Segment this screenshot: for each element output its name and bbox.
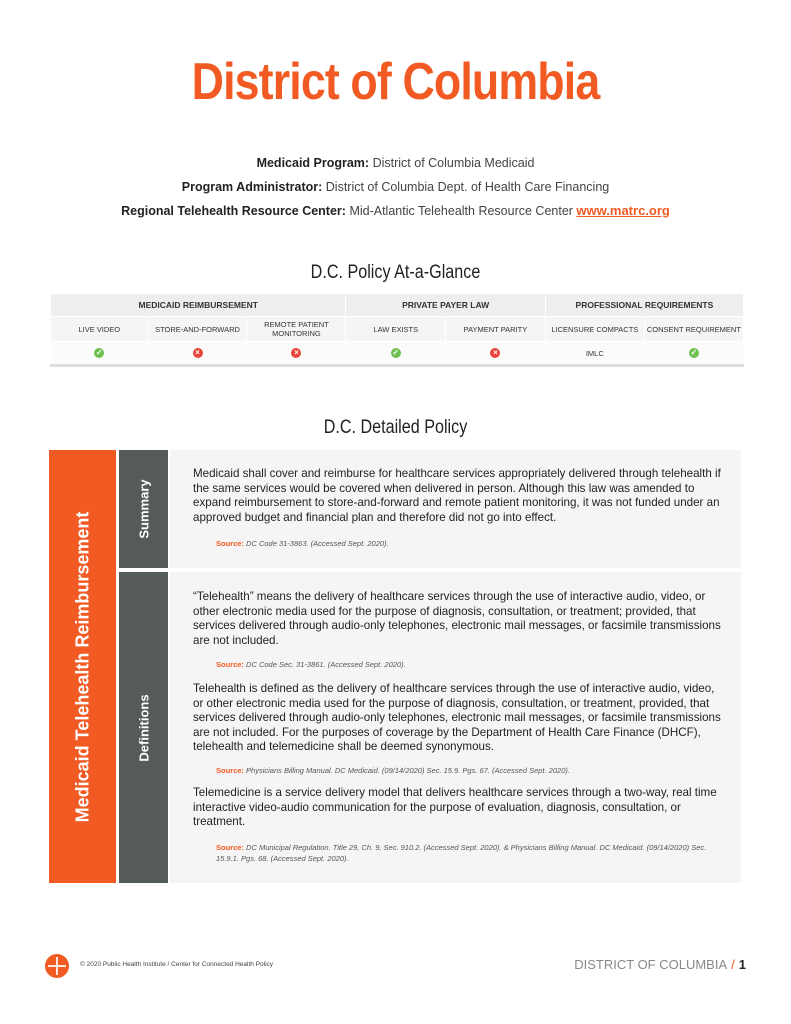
x-icon: ×: [291, 348, 301, 358]
side-tab-label: Medicaid Telehealth Reimbursement: [72, 511, 92, 822]
policy-glance-table: [50, 293, 744, 367]
definition-2-source-text: Physicians Billing Manual. DC Medicaid. (09/14/2020) Sec. 15.9. Pgs. 67. (Accessed Sept. 2020).: [246, 766, 570, 775]
trc-link[interactable]: www.matrc.org: [576, 203, 670, 218]
definition-2-text: Telehealth is defined as the delivery of healthcare services through the use of interactive audio, video, or other electronic media used for the purpose of diagnosis, consultation, or treatment, provided, that services delivered through audio-only telephones, electronic mail messages, or facsimile transmissions are not included. For the purposes of coverage by the Department of Health Care Finance (DHCF), telehealth and telemedicine shall be deemed synonymous.: [193, 682, 721, 754]
footer-copyright: © 2020 Public Health Institute / Center for Connected Health Policy: [80, 961, 274, 968]
glance-col-rpm: REMOTE PATIENT MONITORING: [247, 317, 346, 342]
check-icon: ✓: [690, 348, 698, 357]
glance-col-store-forward: STORE-AND-FORWARD: [148, 317, 247, 342]
x-icon: ×: [193, 348, 203, 358]
glance-heading: D.C. Policy At-a-Glance: [310, 262, 481, 283]
glance-val-consent: [644, 342, 743, 366]
detailed-heading: D.C. Detailed Policy: [323, 417, 468, 438]
glance-column-row: [51, 317, 744, 342]
definition-3-source-text: DC Municipal Regulation. Title 29, Ch. 9, Sec. 910.2. (Accessed Sept. 2020). & Physicians Billing Manual. DC Medicaid. (09/14/2020) Sec. 15.9.1. Pgs. 68. (Accessed Sept. 2020).: [216, 843, 707, 863]
glance-group-medicaid: MEDICAID REIMBURSEMENT: [51, 294, 346, 317]
glance-col-licensure: LICENSURE COMPACTS: [545, 317, 644, 342]
glance-val-law-exists: [346, 342, 446, 366]
glance-col-consent: CONSENT REQUIREMENT: [644, 317, 743, 342]
program-admin-label: Program Administrator:: [181, 180, 323, 194]
trc-line: [0, 203, 791, 218]
summary-tab: [119, 450, 168, 568]
cchp-logo-icon: [45, 954, 69, 978]
definition-3-text: Telemedicine is a service delivery model that delivers healthcare services through a two-way, real time interactive video-audio communication for the purpose of evaluation, diagnosis, consultation, or treatment.: [193, 786, 717, 829]
glance-col-law-exists: LAW EXISTS: [346, 317, 446, 342]
definitions-tab-label: Definitions: [136, 693, 151, 762]
glance-value-row: [51, 342, 744, 366]
x-icon: ×: [490, 348, 500, 358]
program-admin-value: District of Columbia Dept. of Health Care Financing: [325, 180, 610, 194]
definition-3-source: [216, 842, 726, 864]
source-label: Source:: [216, 660, 244, 669]
glance-group-private-payer: PRIVATE PAYER LAW: [346, 294, 545, 317]
trc-label: Regional Telehealth Resource Center:: [121, 204, 346, 218]
medicaid-program-label: Medicaid Program:: [256, 156, 370, 170]
summary-tab-label: Summary: [136, 479, 151, 539]
footer-page-number: 1: [738, 957, 746, 972]
check-icon: ✓: [95, 348, 103, 357]
definition-1-text: “Telehealth” means the delivery of healthcare services through the use of interactive audio, video, or other electronic media used for the purpose of diagnosis, consultation, or treatment; provided, that services delivered through audio-only telephones, electronic mail messages, or facsimile transmissions are not included.: [193, 590, 721, 647]
summary-source-text: DC Code 31-3863. (Accessed Sept. 2020).: [246, 539, 389, 548]
source-label: Source:: [216, 539, 244, 548]
glance-val-payment-parity: [446, 342, 546, 366]
glance-val-live-video: [51, 342, 149, 366]
definition-1-source-text: DC Code Sec. 31-3861. (Accessed Sept. 2020).: [246, 660, 406, 669]
footer-page-label: [574, 957, 746, 972]
trc-value: Mid-Atlantic Telehealth Resource Center: [349, 204, 573, 218]
source-label: Source:: [216, 843, 244, 852]
definition-1-source: [216, 659, 726, 670]
glance-col-payment-parity: PAYMENT PARITY: [446, 317, 546, 342]
check-icon: ✓: [392, 348, 400, 357]
glance-group-professional: PROFESSIONAL REQUIREMENTS: [545, 294, 743, 317]
medicaid-program-value: District of Columbia Medicaid: [372, 156, 535, 170]
program-admin-line: [0, 180, 791, 194]
page-title: District of Columbia: [191, 53, 600, 111]
footer-separator: /: [731, 957, 735, 972]
glance-val-store-forward: [148, 342, 247, 366]
glance-col-live-video: LIVE VIDEO: [51, 317, 149, 342]
summary-source: [216, 538, 726, 549]
source-label: Source:: [216, 766, 244, 775]
definitions-tab: [119, 572, 168, 883]
footer-state: DISTRICT OF COLUMBIA: [574, 957, 728, 972]
medicaid-program-line: [0, 156, 791, 170]
side-tab-medicaid-reimbursement: [49, 450, 116, 883]
glance-val-licensure: IMLC: [545, 342, 644, 366]
summary-text: Medicaid shall cover and reimburse for healthcare services appropriately delivered through telehealth if the same services would be covered when delivered in person. Although this law was amended to expand reimbursement to store-and-forward and remote patient monitoring, it was not funded under an approved budget and financial plan and therefore did not go into effect.: [193, 467, 721, 524]
glance-val-rpm: [247, 342, 346, 366]
definition-2-source: [216, 765, 726, 776]
glance-group-row: [51, 294, 744, 317]
